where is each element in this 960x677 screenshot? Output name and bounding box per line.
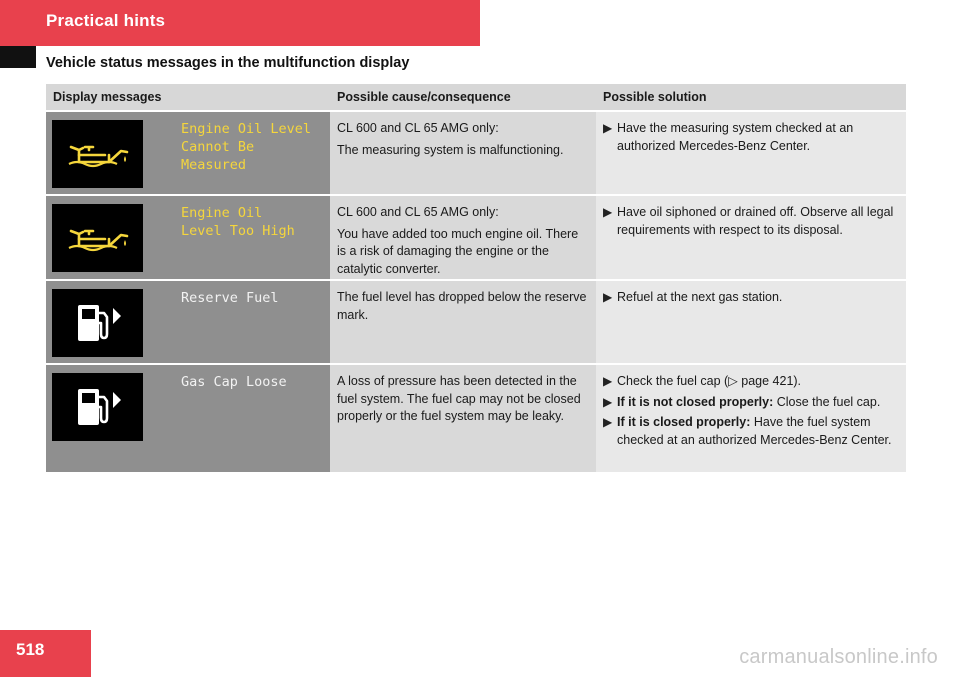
cause-cell — [330, 196, 596, 279]
cause-cell — [330, 281, 596, 363]
solution-item — [603, 289, 900, 307]
page-number-tab — [0, 630, 91, 677]
display-screen — [52, 120, 143, 188]
action-arrow-icon: ▶ — [603, 121, 613, 135]
section-label: Practical hints — [46, 11, 166, 30]
header-band — [0, 0, 480, 46]
page-number: 518 — [16, 640, 45, 659]
black-tab-marker — [0, 46, 36, 68]
solution-item — [603, 204, 900, 239]
solution-text — [617, 394, 880, 412]
action-arrow-icon: ▶ — [603, 374, 613, 388]
display-screen — [52, 373, 143, 441]
display-message: Engine Oil Level Too High — [181, 205, 295, 239]
display-cell — [46, 365, 330, 472]
cause-cell — [330, 365, 596, 472]
solution-cell — [596, 281, 906, 363]
solution-item — [603, 373, 900, 391]
solution-item — [603, 414, 900, 449]
solution-action: Have the fuel system checked at an authorized Mercedes-Benz Center. — [617, 415, 892, 447]
display-cell — [46, 112, 330, 194]
cause-text: The fuel level has dropped below the reserve mark. — [337, 290, 587, 322]
fuel-pump-icon — [73, 301, 123, 345]
column-header-display: Display messages — [53, 90, 162, 104]
solution-cell — [596, 196, 906, 279]
solution-action: Close the fuel cap. — [773, 394, 881, 409]
column-header-cause: Possible cause/consequence — [337, 90, 511, 104]
table-row — [46, 279, 906, 363]
solution-text: Have the measuring system checked at an authorized Mercedes-Benz Center. — [617, 121, 854, 153]
action-arrow-icon: ▶ — [603, 205, 613, 219]
display-message: Engine Oil Level Cannot Be Measured — [181, 121, 312, 173]
display-screen — [52, 289, 143, 357]
display-message: Reserve Fuel — [181, 290, 279, 306]
action-arrow-icon: ▶ — [603, 394, 613, 409]
cause-text: CL 600 and CL 65 AMG only: — [337, 121, 499, 135]
table-header — [46, 84, 906, 110]
watermark: carmanualsonline.info — [739, 646, 938, 668]
action-arrow-icon: ▶ — [603, 415, 613, 429]
solution-text: Check the fuel cap (▷ page 421). — [617, 374, 802, 388]
cause-text: A loss of pressure has been detected in the fuel system. The fuel cap may not be closed properly or the fuel system may be leaky. — [337, 374, 581, 423]
display-message: Gas Cap Loose — [181, 374, 287, 390]
solution-condition: If it is not closed properly: — [617, 394, 774, 409]
status-messages-table — [46, 84, 906, 472]
solution-text: Have oil siphoned or drained off. Observe all legal requirements with respect to its disposal. — [617, 205, 894, 237]
engine-oil-icon — [65, 223, 131, 253]
cause-cell — [330, 112, 596, 194]
solution-item — [603, 120, 900, 155]
solution-cell — [596, 365, 906, 472]
cause-text: You have added too much engine oil. There is a risk of damaging the engine or the catalytic converter. — [337, 226, 579, 276]
cause-text: The measuring system is malfunctioning. — [337, 142, 564, 157]
solution-item — [603, 394, 900, 412]
fuel-pump-icon — [73, 385, 123, 429]
cause-text: CL 600 and CL 65 AMG only: — [337, 205, 499, 219]
page-title: Vehicle status messages in the multifunction display — [46, 55, 410, 71]
solution-text: Refuel at the next gas station. — [617, 290, 783, 304]
column-header-solution: Possible solution — [603, 90, 707, 104]
display-cell — [46, 281, 330, 363]
solution-condition: If it is closed properly: — [617, 415, 751, 429]
table-row — [46, 110, 906, 194]
solution-text — [617, 414, 900, 449]
solution-cell — [596, 112, 906, 194]
table-row — [46, 363, 906, 472]
display-cell — [46, 196, 330, 279]
display-screen — [52, 204, 143, 272]
engine-oil-icon — [65, 139, 131, 169]
table-row — [46, 194, 906, 279]
action-arrow-icon: ▶ — [603, 290, 613, 304]
